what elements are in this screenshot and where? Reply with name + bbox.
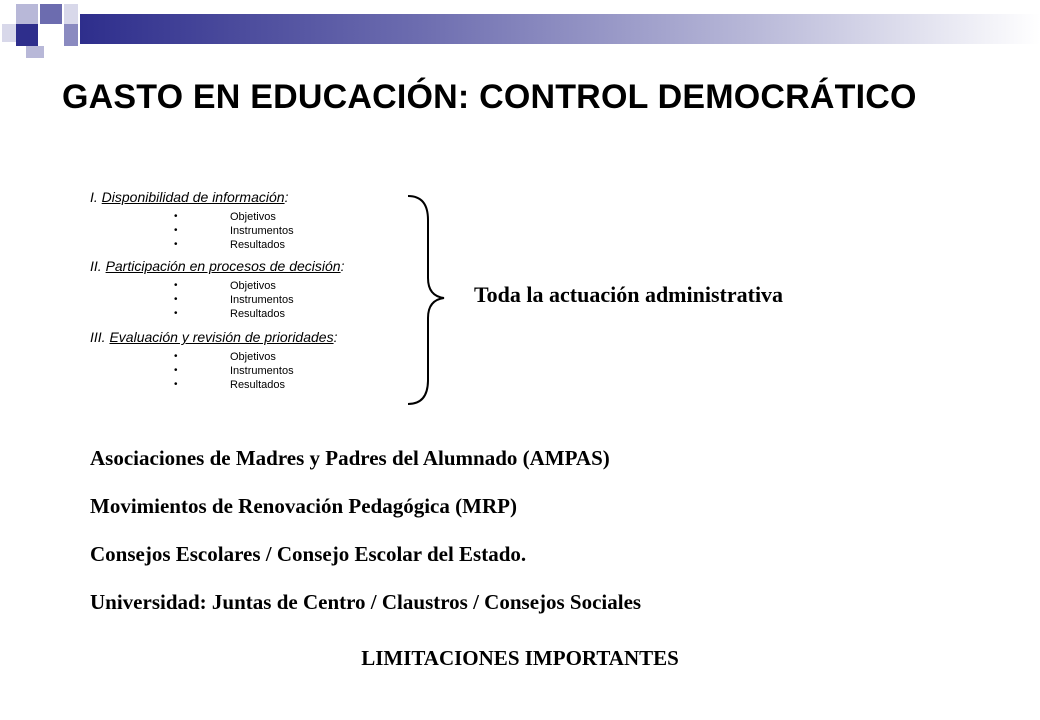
- header-gradient-bar: [80, 14, 1040, 44]
- list-item: [90, 224, 294, 238]
- section-disponibilidad: [90, 188, 294, 252]
- bullet-icon: •: [174, 239, 178, 250]
- section-evaluacion: [90, 328, 337, 392]
- list-item-label: Instrumentos: [230, 365, 294, 377]
- corner-square: [64, 4, 78, 26]
- bullet-icon: •: [174, 211, 178, 222]
- section-suffix: :: [333, 329, 338, 345]
- list-item: [90, 378, 337, 392]
- limitations-heading: LIMITACIONES IMPORTANTES: [361, 646, 679, 670]
- list-item: [90, 293, 344, 307]
- bullet-list: [90, 279, 344, 321]
- section-numeral: I.: [90, 189, 98, 205]
- bullet-icon: •: [174, 225, 178, 236]
- bullet-list: [90, 210, 294, 252]
- list-item-label: Instrumentos: [230, 294, 294, 306]
- list-item-label: Objetivos: [230, 351, 276, 363]
- section-heading: [90, 188, 294, 206]
- section-suffix: :: [284, 189, 289, 205]
- corner-square: [26, 46, 44, 58]
- section-heading: [90, 328, 337, 346]
- body-item-consejos: Consejos Escolares / Consejo Escolar del Estado.: [90, 542, 527, 566]
- section-suffix: :: [340, 258, 345, 274]
- bullet-list: [90, 350, 337, 392]
- section-title: Participación en procesos de decisión: [105, 258, 341, 274]
- body-item-universidad: Universidad: Juntas de Centro / Claustros / Consejos Sociales: [90, 590, 642, 614]
- bullet-icon: •: [174, 351, 178, 362]
- corner-square: [16, 24, 38, 46]
- corner-square: [64, 24, 78, 46]
- right-brace-icon: [400, 190, 450, 410]
- list-item: [90, 307, 344, 321]
- list-item-label: Resultados: [230, 239, 286, 251]
- bullet-icon: •: [174, 294, 178, 305]
- section-numeral: II.: [90, 258, 102, 274]
- bullet-icon: •: [174, 280, 178, 291]
- list-item-label: Resultados: [230, 308, 286, 320]
- bullet-icon: •: [174, 365, 178, 376]
- list-item: [90, 238, 294, 252]
- bullet-icon: •: [174, 379, 178, 390]
- body-item-ampas: Asociaciones de Madres y Padres del Alumnado (AMPAS): [90, 446, 610, 470]
- corner-square: [2, 24, 16, 42]
- body-item-mrp: Movimientos de Renovación Pedagógica (MRP): [90, 494, 517, 518]
- section-title: Disponibilidad de información: [101, 189, 285, 205]
- corner-decoration: [0, 0, 80, 60]
- list-item: [90, 210, 294, 224]
- list-item-label: Objetivos: [230, 280, 276, 292]
- list-item-label: Instrumentos: [230, 225, 294, 237]
- brace-label: Toda la actuación administrativa: [474, 282, 784, 307]
- bullet-icon: •: [174, 308, 178, 319]
- corner-square: [40, 24, 62, 46]
- list-item: [90, 364, 337, 378]
- page-title: GASTO EN EDUCACIÓN: CONTROL DEMOCRÁTICO: [62, 78, 917, 116]
- section-title: Evaluación y revisión de prioridades: [109, 329, 334, 345]
- section-numeral: III.: [90, 329, 106, 345]
- section-participacion: [90, 257, 344, 321]
- corner-square: [16, 4, 38, 26]
- section-heading: [90, 257, 344, 275]
- list-item: [90, 350, 337, 364]
- list-item: [90, 279, 344, 293]
- corner-square: [40, 4, 62, 26]
- list-item-label: Objetivos: [230, 211, 276, 223]
- list-item-label: Resultados: [230, 379, 286, 391]
